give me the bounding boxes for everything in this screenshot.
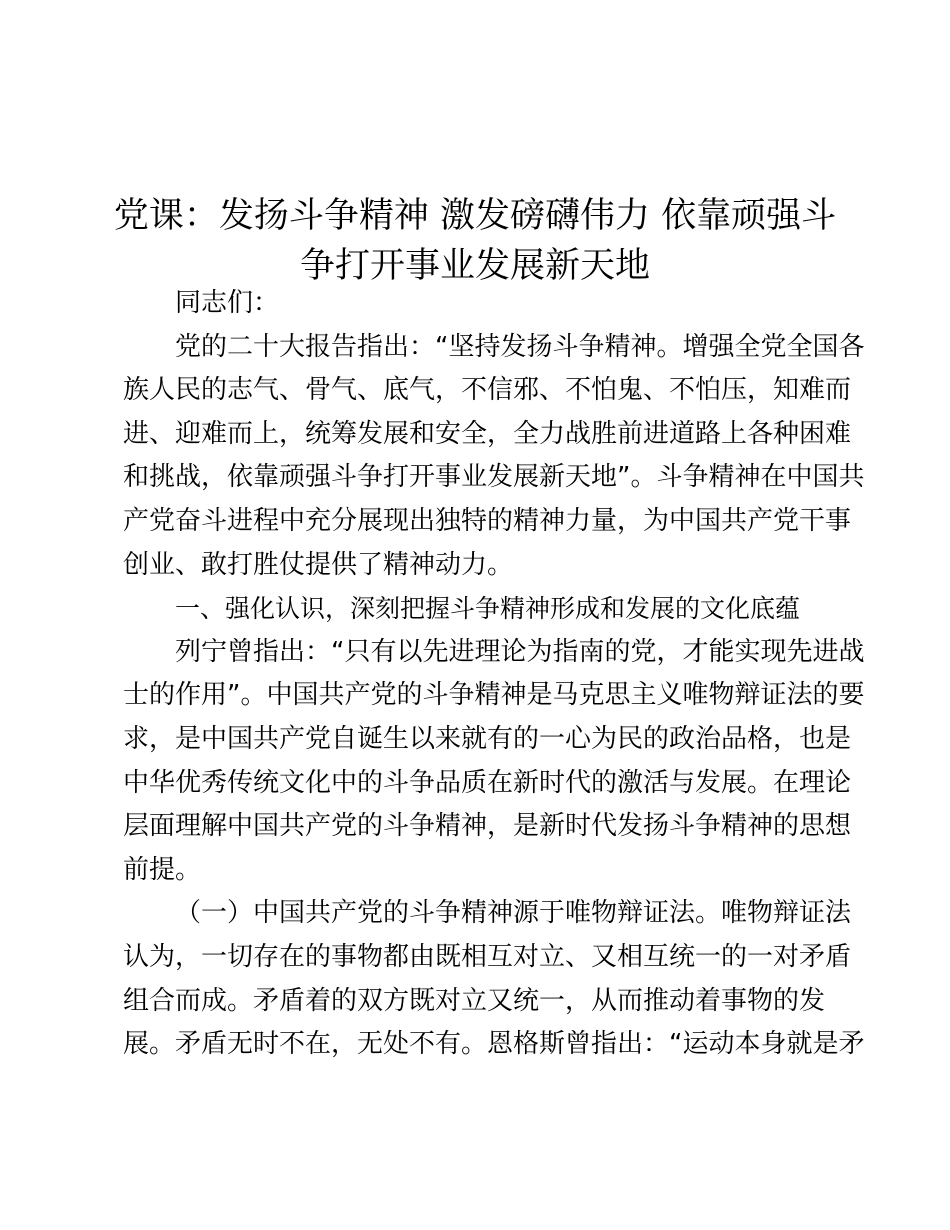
text-line: 组合而成。矛盾着的双方既对立又统一，从而推动着事物的发 (123, 985, 826, 1016)
text-line: 展。矛盾无时不在，无处不有。恩格斯曾指出：“运动本身就是矛 (123, 1029, 865, 1060)
text-line: 创业、敢打胜仗提供了精神动力。 (123, 549, 514, 580)
text-line: 同志们： (175, 288, 280, 318)
paragraph (123, 631, 865, 893)
section-heading (123, 587, 835, 631)
text-line: 产党奋斗进程中充分展现出独特的精神力量，为中国共产党干事 (123, 505, 852, 536)
text-line: 层面理解中国共产党的斗争精神，是新时代发扬斗争精神的思想 (123, 811, 852, 842)
text-line: 党的二十大报告指出：“坚持发扬斗争精神。增强全党全国各 (175, 331, 865, 362)
text-line: 进、迎难而上，统筹发展和安全，全力战胜前进道路上各种困难 (123, 418, 852, 449)
paragraph (123, 892, 865, 1066)
title-line: 争打开事业发展新天地 (299, 246, 650, 287)
salutation (123, 282, 835, 326)
text-line: 列宁曾指出：“只有以先进理论为指南的党，才能实现先进战 (175, 636, 865, 667)
text-line: 和挑战，依靠顽强斗争打开事业发展新天地”。斗争精神在中国共 (123, 462, 865, 493)
text-line: （一）中国共产党的斗争精神源于唯物辩证法。唯物辩证法 (175, 898, 852, 929)
title-line: 党课：发扬斗争精神 激发磅礴伟力 依靠顽强斗 (113, 196, 837, 237)
text-line: 中华优秀传统文化中的斗争品质在新时代的激活与发展。在理论 (123, 767, 852, 798)
text-line: 族人民的志气、骨气、底气，不信邪、不怕鬼、不怕压，知难而 (123, 375, 852, 406)
text-line: 士的作用”。中国共产党的斗争精神是马克思主义唯物辩证法的要 (123, 680, 865, 711)
page-title (100, 191, 850, 291)
text-line: 前提。 (123, 854, 202, 885)
text-line: 认为，一切存在的事物都由既相互对立、又相互统一的一对矛盾 (123, 941, 852, 972)
text-line: 求，是中国共产党自诞生以来就有的一心为民的政治品格，也是 (123, 723, 852, 754)
text-line: 一、强化认识，深刻把握斗争精神形成和发展的文化底蕴 (175, 594, 801, 624)
document-body (123, 282, 865, 1067)
paragraph (123, 326, 865, 588)
